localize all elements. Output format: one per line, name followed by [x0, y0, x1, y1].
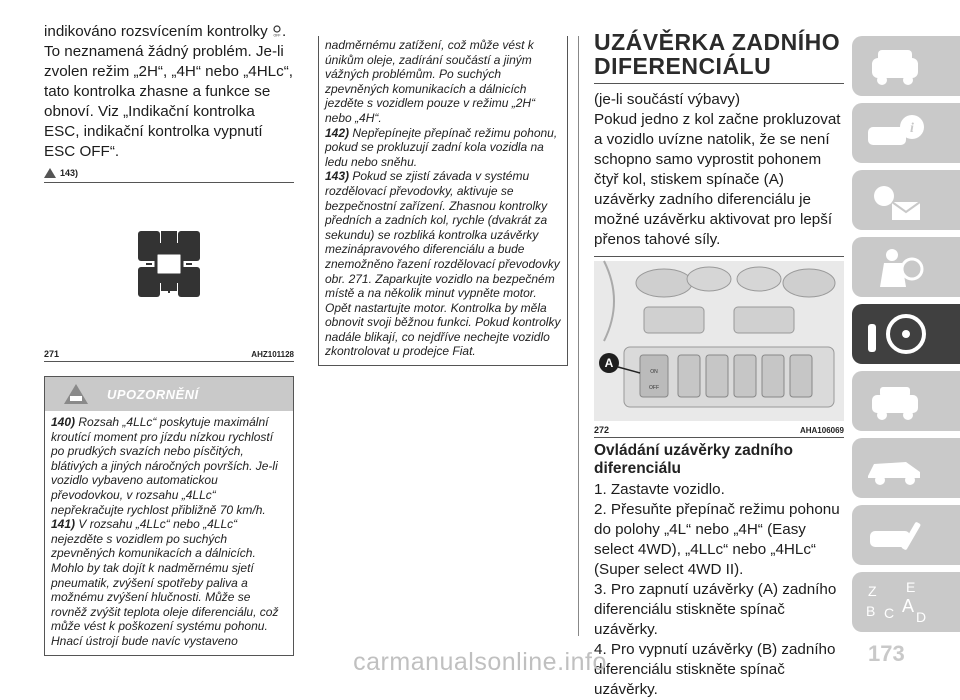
figure-number: 271 — [44, 349, 60, 359]
column-2 — [318, 36, 568, 366]
section-intro: (je-li součástí výbavy) Pokud jedno z kol začne prokluzovat a vozidlo uvízne natolik, že se není schopno samo vyprostit pohonem čtyř kol, stiskem spínače (A) uzávěrky zadního diferenciálu je možné uzávěrku aktivovat pro lepší přenos tahové síly. — [594, 91, 841, 248]
callout-a: A — [604, 356, 614, 370]
tab-car-front[interactable] — [852, 36, 960, 96]
warning-triangle-icon — [44, 168, 56, 178]
svg-text:i: i — [910, 121, 914, 136]
svg-text:E: E — [906, 579, 916, 595]
rear-diff-lock-indicator-icon — [272, 23, 282, 38]
step-1: 1. Zastavte vozidlo. — [594, 481, 725, 498]
subsection-heading: Ovládání uzávěrky zadního diferenciálu — [594, 442, 793, 477]
section-title: UZÁVĚRKA ZADNÍHO DIFERENCIÁLU — [594, 29, 841, 79]
figure-number: 272 — [594, 425, 610, 435]
step-3: 3. Pro zapnutí uzávěrky (A) zadního diferenciálu stiskněte spínač uzávěrky. — [594, 581, 837, 638]
figure-272 — [594, 256, 844, 438]
dashboard-switch-photo — [594, 261, 844, 421]
tab-emergency[interactable] — [852, 371, 960, 431]
svg-text:B: B — [866, 603, 876, 619]
tab-dashboard-warning[interactable] — [852, 170, 960, 230]
car-repair-icon — [862, 377, 932, 425]
switch-off-label: OFF — [649, 385, 659, 391]
car-front-icon — [862, 42, 932, 90]
step-2: 2. Přesuňte přepínač režimu pohonu do polohy „4L“ nebo „4H“ (Easy select 4WD), „4LLc“ nebo „4HLc“ (Super select 4WD II). — [594, 501, 840, 578]
column-3 — [594, 30, 844, 700]
tab-index[interactable] — [852, 572, 960, 632]
watermark: carmanualsonline.info — [353, 648, 607, 676]
intro-paragraph: indikováno rozsvícením kontrolky OFF . To neznamená žádný problém. Je-li zvolen režim „2H“, „4H“ nebo „4HLc“, tato kontrolka zhasne a funkce se obnoví. Viz „Indikační kontrolka ESC, indikační kontrolka vypnutí ESC OFF“. — [44, 23, 293, 160]
key-steering-icon — [862, 310, 932, 358]
car-info-icon — [862, 109, 932, 157]
svg-text:Z: Z — [868, 583, 877, 599]
warning-title: UPOZORNĚNÍ — [107, 386, 199, 402]
index-letters-icon — [862, 578, 932, 626]
four-wheel-drive-warning-icon — [44, 191, 294, 351]
step-4: 4. Pro vypnutí uzávěrky (B) zadního diferenciálu stiskněte spínač uzávěrky. — [594, 641, 836, 698]
warning-body: 140) Rozsah „4LLc“ poskytuje maximální kroutící moment pro jízdu nízkou rychlostí po prudkých svazích nebo písčitých, blátivých a jiných náročných površích. Je-li vozidlo vybaveno automatickou převodovkou, v rozsahu „4LLc“ nepřekračujte rychlost přibližně 70 km/h. 141) V rozsahu „4LLc“ nebo „4LLc“ nejezděte s vozidlem po suchých zpevněných komunikacích a dálnicích. Mohlo by tak dojít k nadměrnému sjetí pneumatik, zvýšení spotřeby paliva a možnému zvýšení hlučnosti. Může se rovněž zvýšit teplota oleje diferenciálu, což může vést k poškození systému pohonu. Hnací ústrojí bude navíc vystaveno — [51, 415, 279, 648]
svg-text:D: D — [916, 609, 927, 625]
car-side-icon — [862, 444, 932, 492]
warning-car-icon — [63, 383, 89, 405]
tab-airbag-safety[interactable] — [852, 237, 960, 297]
svg-text:A: A — [902, 596, 915, 616]
tab-maintenance[interactable] — [852, 438, 960, 498]
tab-car-info[interactable] — [852, 103, 960, 163]
tab-technical-data[interactable] — [852, 505, 960, 565]
column-divider — [578, 36, 579, 636]
warning-header — [45, 377, 293, 411]
dashboard-warning-icon — [862, 176, 932, 224]
figure-code: AHA106069 — [799, 426, 844, 435]
page-number: 173 — [868, 641, 905, 666]
warning-continuation-box: nadměrnému zatížení, což může vést k únikům oleje, zadírání součástí a jiným vážných problémům. Po suchých zpevněných komunikacích a dálnicích jezděte s vozidlem pouze v režimu „2H“ nebo „4H“. 142) Nepřepínejte přepínač režimu pohonu, pokud se prokluzují zadní kola vozidla na ledu nebo sněhu. 143) Pokud se zjistí závada v systému rozdělovací převodovky, aktivuje se bezpečnostní zařízení. Zhasnou kontrolky předních a zadních kol, rychle (dvakrát za sekundu) se rozbliká kontrolka uzávěrky mezinápravového diferenciálu a bude znemožněno řazení rozdělovací převodovky obr. 271. Zaparkujte vozidlo na bezpečném místě a na několik minut vypněte motor. Opět nastartujte motor. Kontrolka by měla obnovit svoji běžnou funkci. Pokud kontrolky nadále blikají, co nejdříve nechejte vozidlo zkontrolovat u prodejce Fiat. — [318, 36, 568, 366]
title-rule — [594, 83, 844, 84]
tab-starting-driving[interactable] — [852, 304, 960, 364]
figure-code: AHZ101128 — [251, 350, 294, 359]
svg-text:C: C — [884, 605, 895, 621]
svg-text:OFF: OFF — [273, 33, 281, 38]
switch-on-label: ON — [650, 369, 658, 375]
figure-271 — [44, 182, 294, 362]
airbag-person-icon — [862, 243, 932, 291]
chapter-sidebar — [852, 36, 960, 639]
car-wrench-icon — [862, 511, 932, 559]
warning-reference: 143) — [44, 168, 294, 178]
column-1 — [44, 0, 294, 656]
warning-box — [44, 376, 294, 656]
